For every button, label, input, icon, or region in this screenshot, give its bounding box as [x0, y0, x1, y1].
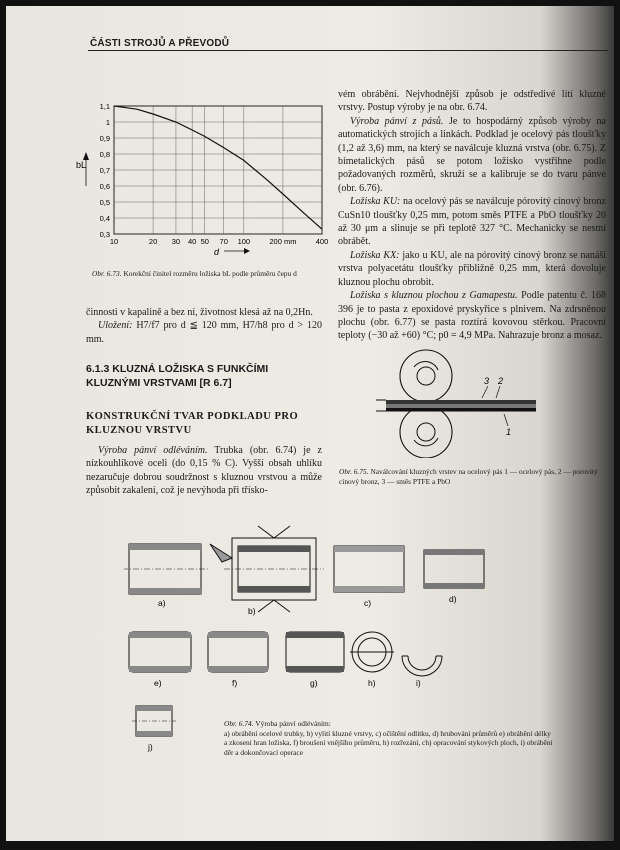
x-tick-label: 20	[148, 237, 158, 246]
x-tick-label: 10	[109, 237, 119, 246]
x-tick-label: 400	[315, 237, 329, 246]
part-h: h)	[368, 678, 376, 688]
book-page	[6, 6, 614, 841]
header-rule	[88, 50, 608, 51]
fig73-caption	[92, 269, 332, 279]
running-header: ČÁSTI STROJŮ A PŘEVODŮ	[90, 38, 230, 49]
x-tick-label: 100	[237, 237, 251, 246]
chart-grid	[83, 106, 322, 254]
x-tick-label: 70	[219, 237, 228, 246]
kx-label: Ložiska KX:	[350, 249, 400, 261]
fig74-label: Obr. 6.74.	[224, 719, 254, 728]
x-axis-label: d	[214, 247, 220, 257]
x-tick-label: 50	[200, 237, 209, 246]
part-e: e)	[154, 678, 162, 688]
x-tick-label: 30	[171, 237, 181, 246]
correction-factor-chart	[74, 88, 336, 260]
label-3: 3	[484, 376, 490, 386]
part-b: b)	[248, 606, 256, 616]
y-axis-label: bL	[76, 160, 87, 170]
gamapest-label: Ložiska s kluznou plochou z Gamapestu.	[350, 290, 518, 302]
y-tick-label: 1,1	[99, 102, 110, 111]
y-tick-label: 0,8	[99, 150, 110, 159]
y-tick-label: 1	[105, 118, 110, 127]
label-1: 1	[506, 427, 512, 437]
y-tick-label: 0,4	[99, 214, 110, 223]
y-tick-label: 0,6	[99, 182, 110, 191]
right-para-5: Ložiska s kluznou plochou z Gamapestu. Podle patentu č. 168 396 je to pasta z epoxidové pryskyřice s plnivem. Na zdrsněnou plochu (obr. 6.77) se pasta roztírá kovovou stěrkou. Pracovní teploty (−30 až +60) °C; p0 = 4,9 MPa. Nahrazuje bronz a mosaz.	[338, 290, 606, 342]
casting-text: Trubka (obr. 6.74) je z nízkouhlíkové oceli (do 0,15 % C). Vyšší obsah uhlíku nezaručuje dobrou soudržnost s kluznou vrstvou a může způsobit zakalení, což je nevýhoda při třísko-	[86, 445, 322, 497]
fit-text: H7/f7 pro d ≦ 120 mm, H7/h8 pro d > 120 mm.	[86, 320, 322, 345]
fig74-caption	[224, 719, 554, 757]
y-tick-label: 0,3	[99, 230, 110, 239]
fig75-caption	[339, 467, 599, 486]
fig73-text: Korekční činitel rozměru ložiska bL podle průměru čepu d	[123, 269, 297, 278]
subsection-heading: KONSTRUKČNÍ TVAR PODKLADU PRO KLUZNOU VRSTVU	[86, 411, 299, 436]
x-tick-label: 40	[187, 237, 197, 246]
fig74-text: a) obrábění ocelové trubky, b) vylití kluzné vrstvy, c) očištění odlitku, d) hrubování průměrů e) obrábění délky a zkosení hran ložiska, f) broušení vnějšího průměru, h) rozřezání, ch) opracování stykových ploch, i) obrábění děr a dokončovací operace	[224, 728, 553, 757]
section-heading: 6.1.3 KLUZNÁ LOŽISKA S FUNKČÍMI KLUZNÝMI VRSTVAMI [R 6.7]	[86, 363, 269, 389]
y-axis-arrowhead	[83, 152, 89, 160]
label-2: 2	[498, 376, 504, 386]
y-tick-label: 0,9	[99, 134, 110, 143]
part-i: i)	[416, 678, 421, 688]
x-axis-arrowhead	[244, 248, 250, 254]
y-tick-label: 0,7	[99, 166, 110, 175]
part-c: c)	[364, 598, 372, 608]
part-a: a)	[158, 598, 166, 608]
fig73-label: Obr. 6.73.	[92, 269, 122, 278]
fig75-text: Naválcování kluzných vrstev na ocelový pás 1 — ocelový pás, 2 — porovitý cínový bronz, 3 — směs PTFE a PbO	[339, 467, 598, 486]
casting-label: Výroba pánví odléváním.	[98, 445, 208, 456]
series-line	[114, 106, 322, 229]
right-para-3: Ložiska KU: na ocelový pás se naválcuje pórovitý cínový bronz CuSn10 tloušťky 0,25 mm, potom směs PTFE a PbO tloušťky 20 až 30 μm a slinuje se při teplotě 327 °C. Mechanicky se nesmí obrábět.	[338, 196, 606, 248]
part-f: f)	[232, 678, 238, 688]
fig74-title: Výroba pánví odléváním:	[255, 719, 331, 728]
left-column-top	[86, 306, 322, 346]
strip-label: Výroba pánví z pásů.	[350, 115, 444, 127]
right-para-1: vém obrábění. Nejvhodnější způsob je odstředivé lití kluzné vrstvy. Postup výroby je na obr. 6.74.	[338, 89, 606, 114]
part-d: d)	[449, 594, 457, 604]
right-para-4: Ložiska KX: jako u KU, ale na pórovitý cínový bronz se nanáší vrstva polyacetátu tloušťky přibližně 0,25 mm, která dovoluje kluznou plochu obrobit.	[338, 249, 607, 288]
rolling-diagram	[376, 348, 556, 458]
fig75-label: Obr. 6.75.	[339, 467, 369, 476]
ku-label: Ložiska KU:	[350, 196, 401, 208]
part-j: j)	[148, 742, 153, 752]
left-para-3	[86, 444, 322, 498]
left-para-1: činnosti v kapalině a bez ní, životnost klesá až na 0,2Hn.	[86, 307, 313, 318]
fit-label: Uložení:	[98, 320, 133, 332]
x-tick-label: 200 mm	[269, 237, 297, 246]
right-column	[338, 88, 606, 343]
part-g: g)	[310, 678, 318, 688]
right-para-2: Výroba pánví z pásů. Je to hospodárný způsob výroby na automatických strojích a linkách. Podklad je ocelový pás tloušťky (1,2 až 3,6) mm, na který se naválcuje kluzná vrstva (obr. 6.75). Z bimetalických pásů se potom ložisko vystřihne podle požadovaných rozměrů, skruží se a kalibruje se do tvaru pánve (obr. 6.76).	[338, 115, 606, 194]
y-tick-label: 0,5	[99, 198, 110, 207]
left-para-2	[86, 319, 322, 346]
chart-ticks	[100, 102, 329, 246]
